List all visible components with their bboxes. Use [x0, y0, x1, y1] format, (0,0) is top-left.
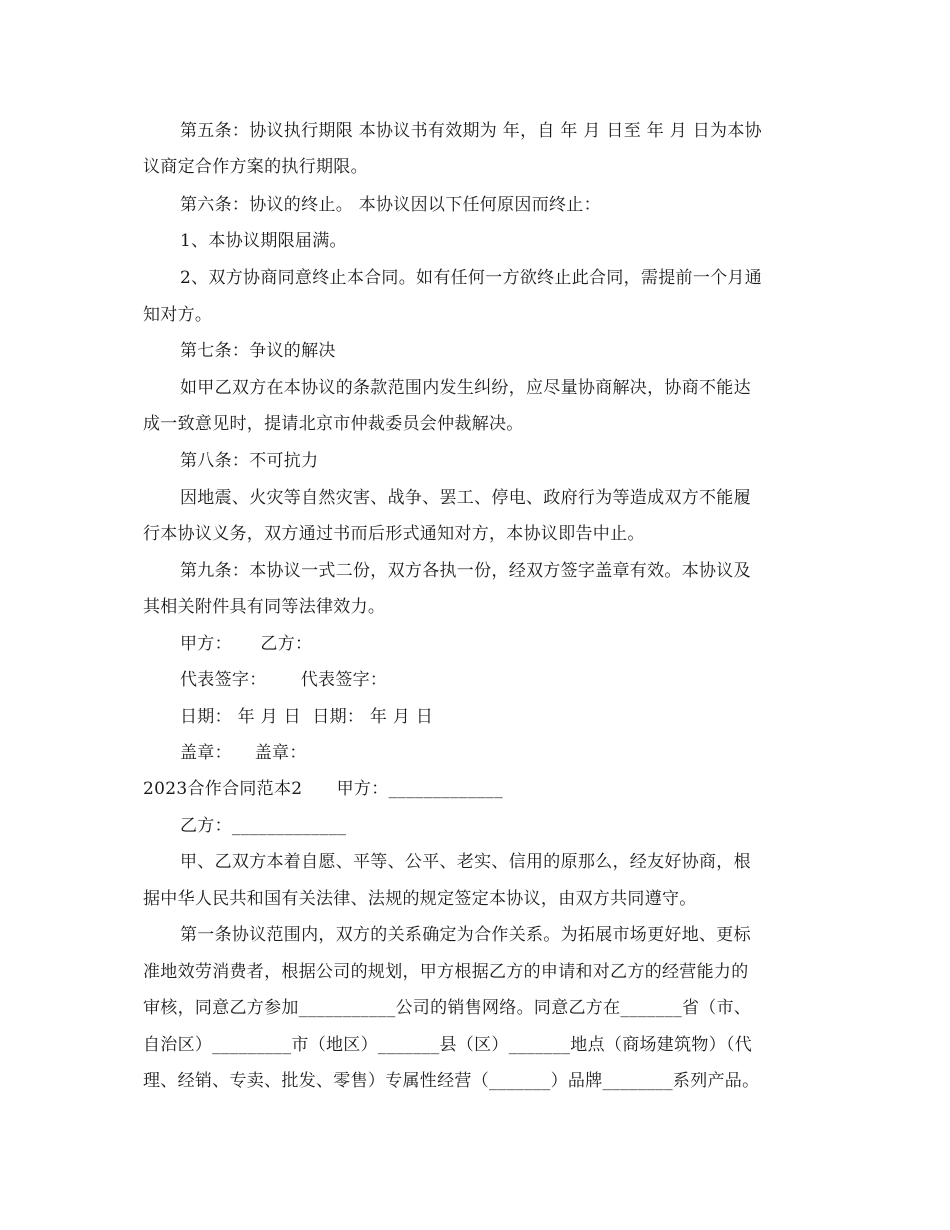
article-6-heading: 第六条：协议的终止。 本协议因以下任何原因而终止：	[180, 195, 601, 215]
article-7-heading: 第七条：争议的解决	[180, 341, 336, 361]
article-1-line-4: 自治区）_________市（地区）_______县（区）_______地点（商场建筑物）（代	[143, 1035, 753, 1055]
article-6-item-2-line-2: 知对方。	[143, 305, 213, 325]
article-8-body-line-2: 行本协议义务，双方通过书而后形式通知对方，本协议即告中止。	[143, 524, 645, 544]
template-2-title-party-a: 2023合作合同范本2 甲方：_____________	[143, 779, 503, 799]
article-5-line-1: 第五条：协议执行期限 本协议书有效期为 年，自 年 月 日至 年 月 日为本协	[180, 121, 762, 141]
date-line: 日期： 年 月 日 日期： 年 月 日	[180, 707, 434, 727]
article-8-body-line-1: 因地震、火灾等自然灾害、战争、罢工、停电、政府行为等造成双方不能履	[180, 488, 751, 508]
preamble-line-1: 甲、乙双方本着自愿、平等、公平、老实、信用的原那么，经友好协商，根	[180, 852, 751, 872]
seal-line: 盖章： 盖章：	[180, 743, 307, 763]
article-7-body-line-2: 成一致意见时，提请北京市仲裁委员会仲裁解决。	[143, 414, 524, 434]
article-1-line-3: 审核，同意乙方参加___________公司的销售网络。同意乙方在_______省（市、	[143, 998, 752, 1018]
article-6-item-2-line-1: 2、双方协商同意终止本合同。如有任何一方欲终止此合同，需提前一个月通	[180, 268, 763, 288]
party-b-line: 乙方：_____________	[180, 816, 347, 836]
signature-line: 代表签字： 代表签字：	[180, 670, 388, 690]
preamble-line-2: 据中华人民共和国有关法律、法规的规定签定本协议，由双方共同遵守。	[143, 889, 697, 909]
article-1-line-1: 第一条协议范围内，双方的关系确定为合作关系。为拓展市场更好地、更标	[180, 925, 751, 945]
article-1-line-2: 准地效劳消费者，根据公司的规划，甲方根据乙方的申请和对乙方的经营能力的	[143, 962, 749, 982]
article-9-line-1: 第九条：本协议一式二份，双方各执一份，经双方签字盖章有效。本协议及	[180, 561, 751, 581]
article-6-item-1: 1、本协议期限届满。	[180, 231, 347, 251]
article-1-line-5: 理、经销、专卖、批发、零售）专属性经营（_______）品牌________系列产品。	[143, 1071, 760, 1091]
article-7-body-line-1: 如甲乙双方在本协议的条款范围内发生纠纷，应尽量协商解决，协商不能达	[180, 378, 751, 398]
article-9-line-2: 其相关附件具有同等法律效力。	[143, 597, 386, 617]
article-5-line-2: 议商定合作方案的执行期限。	[143, 157, 368, 177]
party-line: 甲方： 乙方：	[180, 634, 313, 654]
article-8-heading: 第八条：不可抗力	[180, 451, 319, 471]
